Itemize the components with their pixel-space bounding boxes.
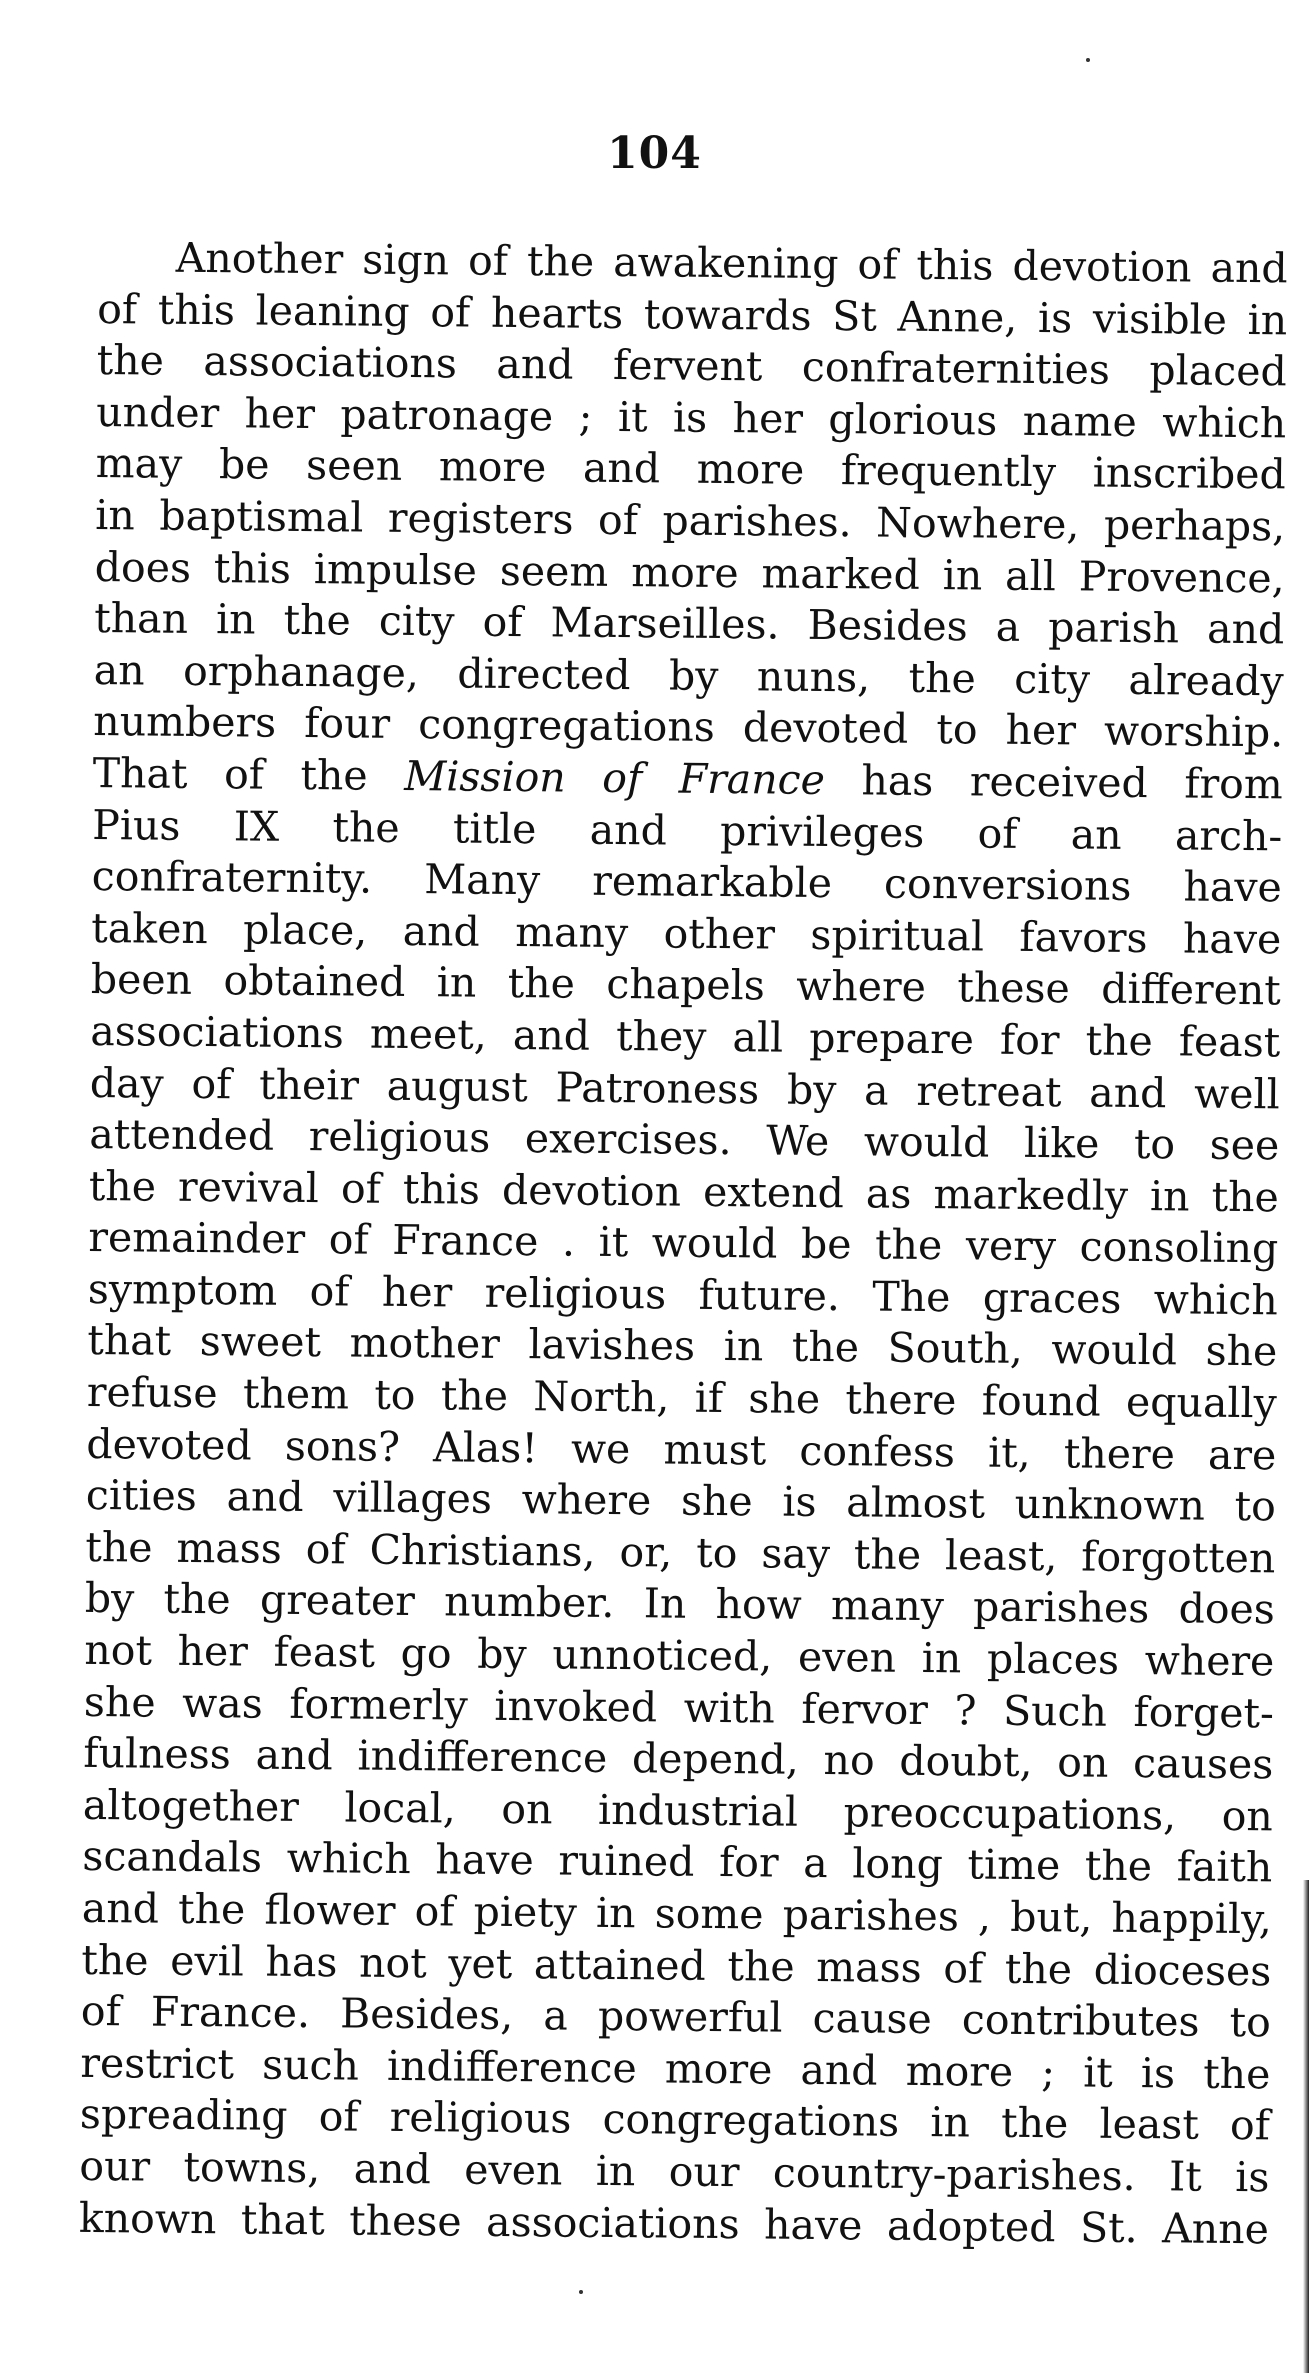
- text-line: of this leaning of hearts towards St Anne, is visible in: [97, 284, 1288, 345]
- body-text: [79, 232, 1288, 2255]
- text-line: taken place, and many other spiritual favors have: [91, 903, 1282, 964]
- page-number: 104: [607, 128, 702, 179]
- text-line: under her patronage ; it is her glorious name which: [96, 387, 1287, 448]
- text-line: than in the city of Marseilles. Besides a parish and: [94, 594, 1285, 654]
- text-line: that sweet mother lavishes in the South, would she: [87, 1316, 1278, 1376]
- text-line: refuse them to the North, if she there found equally: [86, 1368, 1278, 1428]
- text-line: our towns, and even in our country-parishes. It is: [79, 2141, 1270, 2202]
- text-line: symptom of her religious future. The graces which: [87, 1264, 1279, 1325]
- text-line: fulness and indifference depend, no doubt, on causes: [83, 1729, 1274, 1789]
- text-line: attended religious exercises. We would like to see: [89, 1110, 1280, 1170]
- text-line: been obtained in the chapels where these different: [90, 955, 1282, 1015]
- text-line: numbers four congregations devoted to her worship.: [93, 697, 1284, 757]
- text-line: and the flower of piety in some parishes , but, happily,: [81, 1883, 1273, 1944]
- text-line: by the greater number. In how many parishes does: [84, 1574, 1276, 1634]
- italic-title: Mission of France: [404, 751, 826, 804]
- text-line: does this impulse seem more marked in all Provence,: [94, 542, 1285, 602]
- ink-speck: [1086, 58, 1090, 62]
- text-line: of France. Besides, a powerful cause contributes to: [80, 1987, 1272, 2047]
- text-line: Another sign of the awakening of this devotion and: [175, 233, 1288, 293]
- text-line: confraternity. Many remarkable conversions have: [91, 852, 1282, 912]
- text-line: Pius IX the title and privileges of an arch-: [92, 800, 1283, 860]
- text-line: the associations and fervent confraternities placed: [96, 336, 1287, 396]
- text-line: cities and villages where she is almost unknown to: [85, 1471, 1277, 1531]
- ink-speck: [579, 2290, 583, 2294]
- text-line: in baptismal registers of parishes. Nowhere, perhaps,: [95, 490, 1286, 551]
- text-line: not her feast go by unnoticed, even in places where: [84, 1625, 1275, 1686]
- text-line: an orphanage, directed by nuns, the city already: [93, 645, 1284, 706]
- text-line: remainder of France . it would be the very consoling: [88, 1213, 1279, 1273]
- text-line: altogether local, on industrial preoccupations, on: [82, 1780, 1274, 1841]
- text-line: the mass of Christians, or, to say the least, forgotten: [85, 1522, 1276, 1583]
- line-start: That of the: [92, 748, 405, 800]
- text-line: she was formerly invoked with fervor ? Such forget-: [83, 1677, 1275, 1737]
- text-line: may be seen more and more frequently inscribed: [95, 439, 1286, 499]
- text-line: spreading of religious congregations in the least of: [79, 2090, 1271, 2150]
- text-line: known that these associations have adopted St. Anne: [78, 2193, 1270, 2253]
- text-line: scandals which have ruined for a long time the faith: [82, 1832, 1273, 1892]
- text-line: the evil has not yet attained the mass of the dioceses: [81, 1935, 1272, 1995]
- text-line: day of their august Patroness by a retreat and well: [89, 1058, 1281, 1118]
- text-line: restrict such indifference more and more ; it is the: [80, 2038, 1271, 2099]
- line-end: has received from: [824, 755, 1283, 809]
- text-line: devoted sons? Alas! we must confess it, there are: [86, 1419, 1277, 1480]
- text-line: the revival of this devotion extend as markedly in the: [88, 1161, 1280, 1222]
- page-edge-shadow: [1303, 1880, 1309, 2373]
- text-line: associations meet, and they all prepare for the feast: [90, 1006, 1281, 1067]
